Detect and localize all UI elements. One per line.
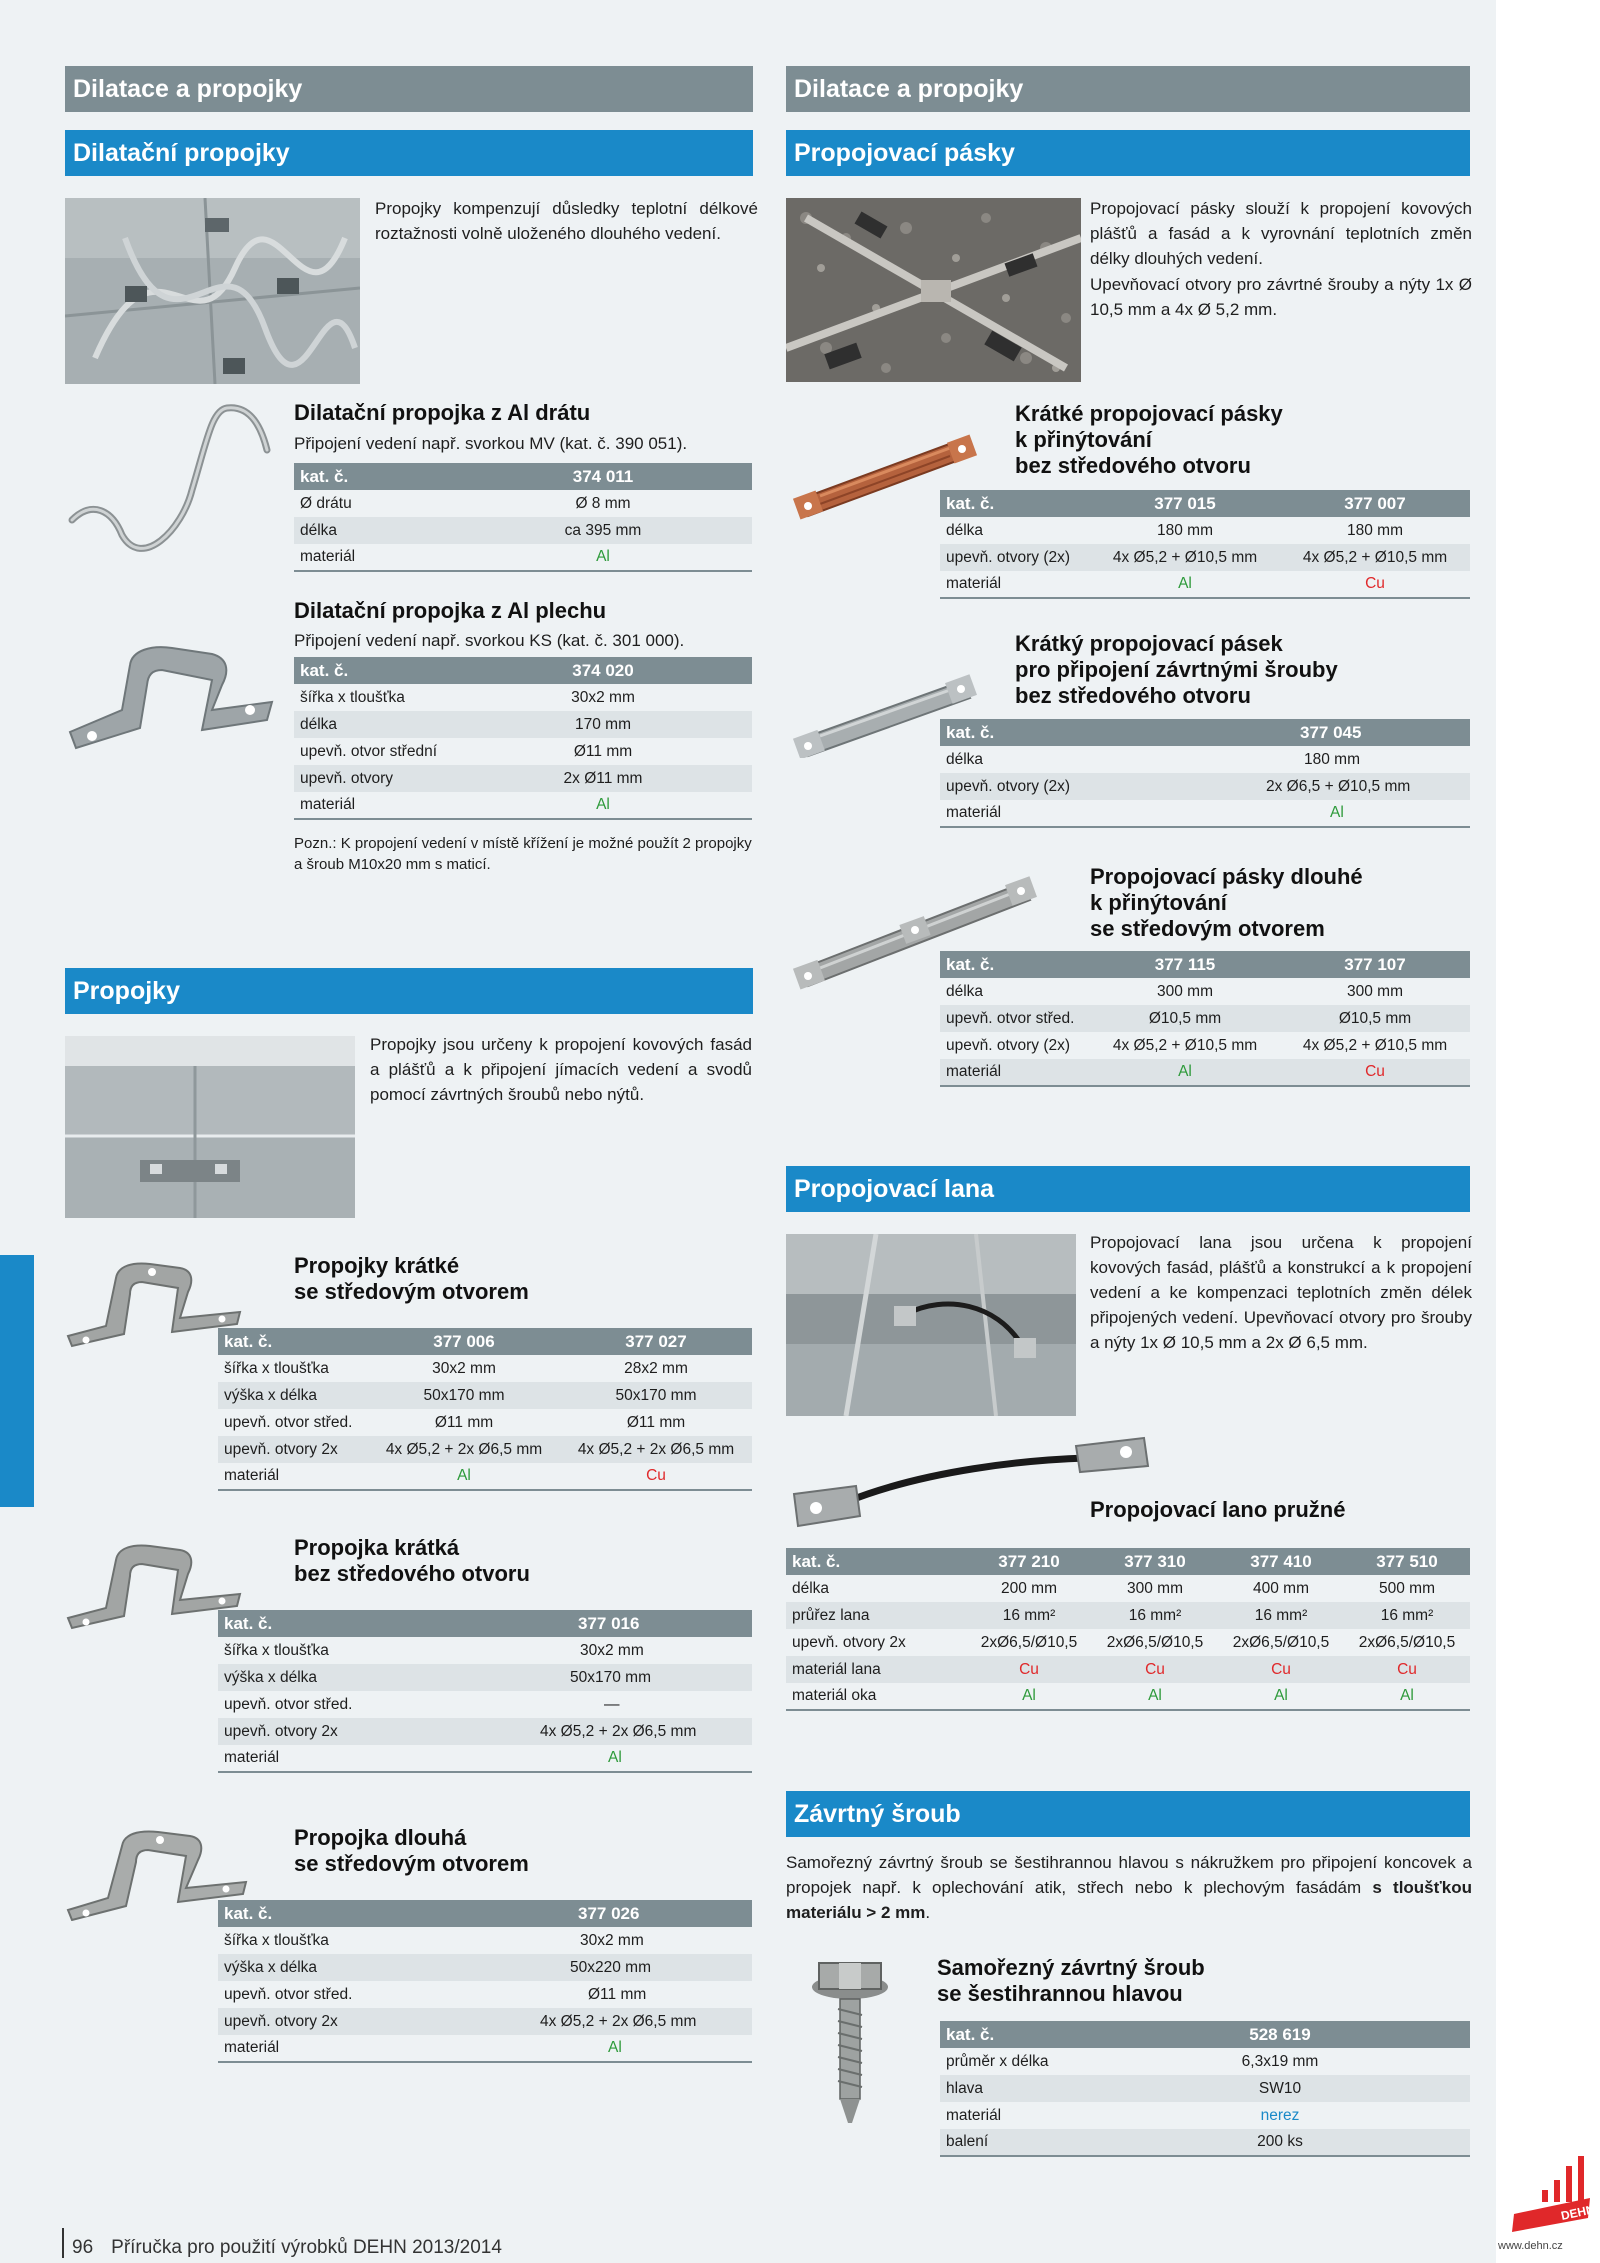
row-label: materiál: [294, 544, 454, 571]
dehn-logo: [1504, 2156, 1596, 2232]
propojovaci-pasky-intro: Propojovací pásky slouží k propojení kovových plášťů a fasád a k vyrovnání teplotních změn délky dlouhých vedení.: [1090, 199, 1472, 268]
row-label: materiál: [940, 571, 1090, 598]
row-label: materiál: [218, 2035, 368, 2062]
zavrtny-sroub-intro: [786, 1850, 1472, 1925]
row-value: 200 ks: [1090, 2129, 1470, 2156]
row-value: 16 mm²: [1092, 1602, 1218, 1629]
al-wire-jumper-image: [62, 400, 282, 560]
row-label: upevň. otvory (2x): [940, 544, 1090, 571]
row-value: Al: [1092, 1683, 1218, 1710]
row-value: Ø11 mm: [368, 1409, 560, 1436]
product-title-short-center: Propojky krátké: [294, 1253, 460, 1278]
row-label: délka: [294, 711, 454, 738]
product-title-short-straps: Krátké propojovací pásky: [1015, 401, 1283, 426]
row-value: Ø11 mm: [454, 738, 752, 765]
logo-text: DEHN: [1559, 2202, 1596, 2223]
row-value: Al: [1090, 1059, 1280, 1086]
th-col4: 377 510: [1344, 1548, 1470, 1575]
product-title-short-straps-2: k přinýtování: [1015, 427, 1152, 452]
product-title-screw-strap-3: bez středového otvoru: [1015, 683, 1251, 708]
row-label: výška x délka: [218, 1382, 368, 1409]
row-value: 2xØ6,5/Ø10,5: [1218, 1629, 1344, 1656]
row-value: 500 mm: [1344, 1575, 1470, 1602]
row-value: 2xØ6,5/Ø10,5: [1092, 1629, 1218, 1656]
row-label: upevň. otvor střed.: [218, 1981, 368, 2008]
section-header-zavrtny-sroub: Závrtný šroub: [786, 1791, 1470, 1837]
th-kat: kat. č.: [218, 1610, 368, 1637]
row-label: materiál: [294, 792, 454, 819]
row-label: Ø drátu: [294, 490, 454, 517]
row-value: 50x220 mm: [368, 1954, 752, 1981]
row-value: Al: [1218, 1683, 1344, 1710]
row-value: Al: [454, 792, 752, 819]
product-title-long-strap-2: k přinýtování: [1090, 890, 1227, 915]
spec-table-374020: [294, 657, 752, 820]
section-header-propojky: Propojky: [65, 968, 753, 1014]
product-title-flex-cable: Propojovací lano pružné: [1090, 1497, 1346, 1522]
row-value: Ø10,5 mm: [1090, 1005, 1280, 1032]
dilatation-jumper-photo: [65, 198, 360, 384]
section-header-propojovaci-lana: Propojovací lana: [786, 1166, 1470, 1212]
row-value: 4x Ø5,2 + Ø10,5 mm: [1090, 1032, 1280, 1059]
row-value: Cu: [1218, 1656, 1344, 1683]
row-value: 30x2 mm: [368, 1355, 560, 1382]
self-drilling-screw-image: [805, 1955, 895, 2125]
row-value: 4x Ø5,2 + Ø10,5 mm: [1090, 544, 1280, 571]
row-label: upevň. otvory 2x: [786, 1629, 966, 1656]
product-title-screw-strap-2: pro připojení závrtnými šrouby: [1015, 657, 1338, 682]
row-value: —: [368, 1691, 752, 1718]
product-title-al-wire: Dilatační propojka z Al drátu: [294, 400, 591, 425]
th-col2: 377 310: [1092, 1548, 1218, 1575]
row-value: 400 mm: [1218, 1575, 1344, 1602]
product-title-long-strap-3: se středovým otvorem: [1090, 916, 1325, 941]
row-value: Al: [966, 1683, 1092, 1710]
footer: [62, 2237, 502, 2259]
spec-table-528619: [940, 2021, 1470, 2157]
spec-table-377015: [940, 490, 1470, 599]
row-value: 180 mm: [1280, 517, 1470, 544]
row-value: 170 mm: [454, 711, 752, 738]
th-kat: kat. č.: [218, 1328, 368, 1355]
row-value: 200 mm: [966, 1575, 1092, 1602]
product-sub-al-sheet: Připojení vedení např. svorkou KS (kat. č. 301 000).: [294, 631, 685, 650]
row-label: materiál: [940, 1059, 1090, 1086]
page-number: 96: [72, 2237, 94, 2258]
flexible-cable-image: [786, 1430, 1156, 1540]
row-label: materiál: [940, 2102, 1090, 2129]
row-value: Ø11 mm: [368, 1981, 752, 2008]
al-sheet-jumper-image: [62, 640, 282, 750]
row-value: Al: [454, 544, 752, 571]
row-value: nerez: [1090, 2102, 1470, 2129]
row-label: upevň. otvory 2x: [218, 2008, 368, 2035]
th-col1: 377 006: [368, 1328, 560, 1355]
row-value: 4x Ø5,2 + 2x Ø6,5 mm: [560, 1436, 752, 1463]
row-label: délka: [786, 1575, 966, 1602]
row-label: průměr x délka: [940, 2048, 1090, 2075]
row-value: Cu: [1280, 571, 1470, 598]
row-label: šířka x tloušťka: [218, 1637, 368, 1664]
row-value: 30x2 mm: [454, 684, 752, 711]
row-value: 180 mm: [1090, 746, 1470, 773]
note-line-1: Pozn.: K propojení vedení v místě křížení je možné použít 2 propojky: [294, 835, 752, 852]
row-value: Al: [1344, 1683, 1470, 1710]
row-value: 4x Ø5,2 + Ø10,5 mm: [1280, 544, 1470, 571]
row-label: délka: [940, 517, 1090, 544]
spec-table-377045: [940, 719, 1470, 828]
row-label: materiál: [940, 800, 1090, 827]
row-label: materiál lana: [786, 1656, 966, 1683]
row-value: 16 mm²: [1344, 1602, 1470, 1629]
th-kat: kat. č.: [940, 719, 1090, 746]
intro-end: .: [925, 1903, 931, 1922]
row-value: 50x170 mm: [560, 1382, 752, 1409]
row-label: balení: [940, 2129, 1090, 2156]
th-col2: 377 027: [560, 1328, 752, 1355]
row-value: Cu: [1344, 1656, 1470, 1683]
bonding-cable-photo: [786, 1234, 1076, 1416]
product-title-long-strap: Propojovací pásky dlouhé: [1090, 864, 1363, 889]
row-value: 2x Ø6,5 + Ø10,5 mm: [1090, 773, 1470, 800]
right-chapter-header: Dilatace a propojky: [786, 66, 1470, 112]
row-value: Al: [368, 1745, 752, 1772]
spec-table-377006: [218, 1328, 752, 1491]
row-label: upevň. otvory: [294, 765, 454, 792]
row-value: 4x Ø5,2 + 2x Ø6,5 mm: [368, 1436, 560, 1463]
row-value: 300 mm: [1090, 978, 1280, 1005]
product-title-long-2: se středovým otvorem: [294, 1851, 529, 1876]
th-col1: 377 026: [368, 1900, 752, 1927]
row-label: šířka x tloušťka: [218, 1355, 368, 1382]
page-right-margin: [1496, 0, 1600, 2263]
footer-url: www.dehn.cz: [1498, 2240, 1563, 2252]
product-title-short-straps-3: bez středového otvoru: [1015, 453, 1251, 478]
row-label: výška x délka: [218, 1954, 368, 1981]
row-label: materiál oka: [786, 1683, 966, 1710]
spec-table-377016: [218, 1610, 752, 1773]
row-value: Cu: [966, 1656, 1092, 1683]
row-value: Al: [1090, 800, 1470, 827]
product-title-short-center-2: se středovým otvorem: [294, 1279, 529, 1304]
row-value: 16 mm²: [966, 1602, 1092, 1629]
th-col1: 377 015: [1090, 490, 1280, 517]
row-label: upevň. otvor střed.: [940, 1005, 1090, 1032]
row-value: Al: [368, 2035, 752, 2062]
section-header-dilatacni-propojky: Dilatační propojky: [65, 130, 753, 176]
row-label: délka: [940, 978, 1090, 1005]
note-line-2: a šroub M10x20 mm s maticí.: [294, 856, 491, 873]
intro-bold: s tloušťkou materiálu > 2 mm: [786, 1878, 1473, 1922]
row-value: 50x170 mm: [368, 1382, 560, 1409]
th-col2: 377 107: [1280, 951, 1470, 978]
spec-table-377210: [786, 1548, 1470, 1711]
product-title-screw: Samořezný závrtný šroub: [937, 1955, 1205, 1980]
row-label: hlava: [940, 2075, 1090, 2102]
th-col1: 377 115: [1090, 951, 1280, 978]
row-value: 4x Ø5,2 + 2x Ø6,5 mm: [368, 1718, 752, 1745]
propojky-intro: Propojky jsou určeny k propojení kovových fasád a plášťů a k připojení jímacích vedení a svodů pomocí závrtných šroubů nebo nýtů.: [370, 1035, 752, 1104]
row-value: Cu: [1092, 1656, 1218, 1683]
row-label: délka: [294, 517, 454, 544]
th-kat: kat. č.: [218, 1900, 368, 1927]
row-value: SW10: [1090, 2075, 1470, 2102]
row-value: 2x Ø11 mm: [454, 765, 752, 792]
row-label: upevň. otvory (2x): [940, 1032, 1090, 1059]
row-label: upevň. otvor střed.: [218, 1409, 368, 1436]
th-col1: 377 210: [966, 1548, 1092, 1575]
footer-text: Příručka pro použití výrobků DEHN 2013/2014: [111, 2237, 502, 2258]
row-label: šířka x tloušťka: [218, 1927, 368, 1954]
product-sub-al-wire: Připojení vedení např. svorkou MV (kat. č. 390 051).: [294, 434, 688, 453]
row-label: upevň. otvor střední: [294, 738, 454, 765]
row-value: 2xØ6,5/Ø10,5: [1344, 1629, 1470, 1656]
product-title-screw-strap: Krátký propojovací pásek: [1015, 631, 1283, 656]
propojovaci-lana-intro: Propojovací lana jsou určena k propojení kovových fasád, plášťů a konstrukcí a k propojení vedení a ke kompenzaci teplotních změn délek připojených vedení. Upevňovací otvory pro šrouby a nýty 1x Ø 10,5 mm a 2x Ø 6,5 mm.: [1090, 1233, 1472, 1352]
row-label: výška x délka: [218, 1664, 368, 1691]
th-col2: 377 007: [1280, 490, 1470, 517]
product-title-short-nohole-2: bez středového otvoru: [294, 1561, 530, 1586]
propojovaci-pasky-intro-2: Upevňovací otvory pro závrtné šrouby a nýty 1x Ø 10,5 mm a 4x Ø 5,2 mm.: [1090, 275, 1472, 319]
row-value: Ø 8 mm: [454, 490, 752, 517]
product-title-short-nohole: Propojka krátká: [294, 1535, 460, 1560]
row-label: materiál: [218, 1745, 368, 1772]
row-value: 300 mm: [1280, 978, 1470, 1005]
row-label: průřez lana: [786, 1602, 966, 1629]
product-title-screw-2: se šestihrannou hlavou: [937, 1981, 1183, 2006]
intro-text: Samořezný závrtný šroub se šestihrannou hlavou s nákružkem pro připojení koncovek a propojek např. k oplechování atik, střech nebo k plechovým fasádám: [786, 1853, 1472, 1897]
spec-table-377115: [940, 951, 1470, 1087]
th-col1: 377 045: [1090, 719, 1470, 746]
row-label: upevň. otvory 2x: [218, 1718, 368, 1745]
left-chapter-header: Dilatace a propojky: [65, 66, 753, 112]
row-value: Al: [368, 1463, 560, 1490]
th-kat: kat. č.: [294, 463, 454, 490]
row-label: šířka x tloušťka: [294, 684, 454, 711]
row-label: upevň. otvor střed.: [218, 1691, 368, 1718]
th-col1: 374 011: [454, 463, 752, 490]
th-kat: kat. č.: [940, 490, 1090, 517]
row-value: Al: [1090, 571, 1280, 598]
row-value: 2xØ6,5/Ø10,5: [966, 1629, 1092, 1656]
row-value: Cu: [1280, 1059, 1470, 1086]
facade-jumper-photo: [65, 1036, 355, 1218]
row-value: ca 395 mm: [454, 517, 752, 544]
th-kat: kat. č.: [940, 2021, 1090, 2048]
bonding-strap-photo: [786, 198, 1081, 382]
row-value: Cu: [560, 1463, 752, 1490]
product-title-al-sheet: Dilatační propojka z Al plechu: [294, 598, 607, 623]
row-value: 4x Ø5,2 + Ø10,5 mm: [1280, 1032, 1470, 1059]
row-label: upevň. otvory (2x): [940, 773, 1090, 800]
row-value: Ø11 mm: [560, 1409, 752, 1436]
row-value: 28x2 mm: [560, 1355, 752, 1382]
th-col1: 374 020: [454, 657, 752, 684]
row-value: 180 mm: [1090, 517, 1280, 544]
th-col1: 377 016: [368, 1610, 752, 1637]
row-value: Ø10,5 mm: [1280, 1005, 1470, 1032]
th-kat: kat. č.: [940, 951, 1090, 978]
row-value: 30x2 mm: [368, 1927, 752, 1954]
dilatacni-propojky-intro: Propojky kompenzují důsledky teplotní délkové roztažnosti volně uloženého dlouhého vedení.: [375, 199, 758, 243]
product-title-long: Propojka dlouhá: [294, 1825, 467, 1850]
th-kat: kat. č.: [294, 657, 454, 684]
row-value: 300 mm: [1092, 1575, 1218, 1602]
spec-table-374011: [294, 463, 752, 572]
row-value: 6,3x19 mm: [1090, 2048, 1470, 2075]
row-value: 16 mm²: [1218, 1602, 1344, 1629]
row-label: délka: [940, 746, 1090, 773]
th-col1: 528 619: [1090, 2021, 1470, 2048]
row-value: 30x2 mm: [368, 1637, 752, 1664]
th-col3: 377 410: [1218, 1548, 1344, 1575]
section-tab-marker: [0, 1255, 34, 1507]
row-value: 50x170 mm: [368, 1664, 752, 1691]
th-kat: kat. č.: [786, 1548, 966, 1575]
row-label: materiál: [218, 1463, 368, 1490]
row-label: upevň. otvory 2x: [218, 1436, 368, 1463]
section-header-propojovaci-pasky: Propojovací pásky: [786, 130, 1470, 176]
row-value: 4x Ø5,2 + 2x Ø6,5 mm: [368, 2008, 752, 2035]
spec-table-377026: [218, 1900, 752, 2063]
